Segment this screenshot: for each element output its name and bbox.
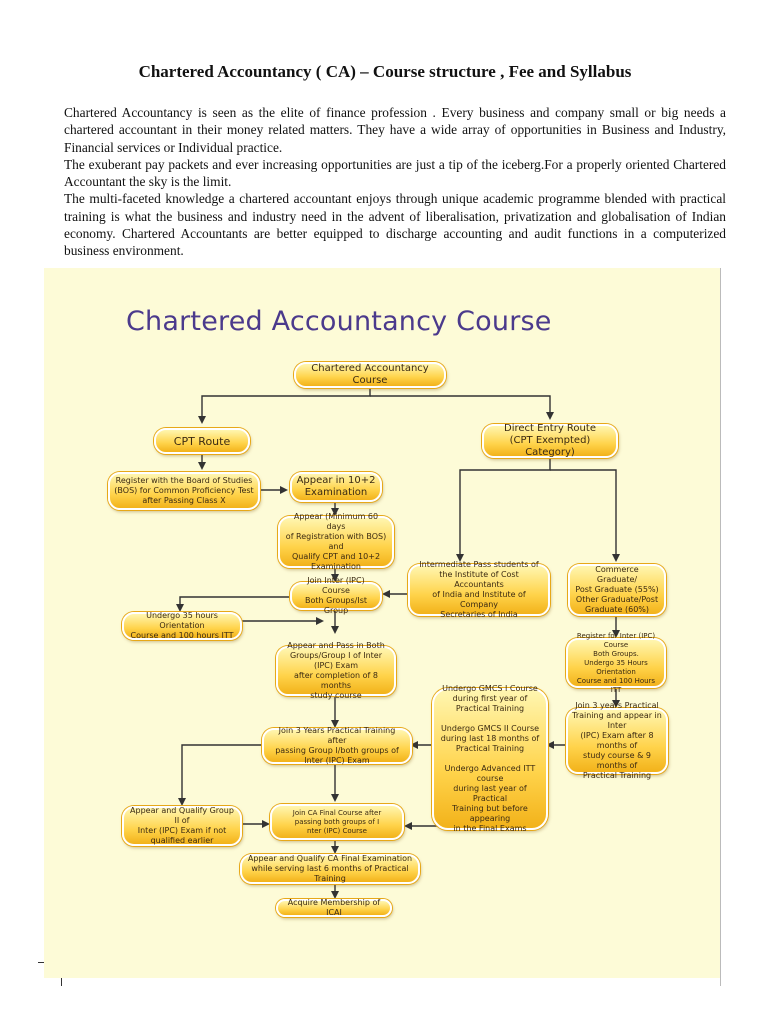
node-join-3yr-training	[262, 728, 412, 764]
node-join-inter-ipc-text: Join Inter (IPC) Course Both Groups/Ist Group	[304, 576, 367, 615]
node-appear-10-2-text: Appear in 10+2 Examination	[296, 475, 376, 498]
node-appear-pass-both-text: Appear and Pass in Both Groups/Group I of Inter (IPC) Exam after completion of 8 months study course	[287, 641, 385, 700]
node-appear-final	[240, 854, 420, 884]
node-appear-group-ii-text: Appear and Qualify Group II of Inter (IPC) Exam if not qualified earlier	[130, 806, 234, 845]
node-register-inter-ipc	[566, 631, 666, 694]
node-appear-min-60-text: Appear (Minimum 60 days of Registration with BOS) and Qualify CPT and 10+2 Examination	[285, 512, 387, 571]
node-join-inter-ipc	[290, 576, 382, 615]
node-join-3yr-appear	[566, 701, 668, 780]
node-intermediate-pass-text: Intermediate Pass students of the Institute of Cost Accountants of India and Institute of Company Secretaries of India	[419, 560, 539, 619]
node-gmcs	[432, 684, 548, 833]
node-root	[294, 362, 446, 388]
intro-paragraph-1: Chartered Accountancy is seen as the elite of finance profession . Every business and company small or big needs a chartered accountant in their money related matters. They have a wide array of opportunities in Business and Industry, Financial services or Individual practice.	[64, 105, 726, 155]
node-appear-group-ii	[122, 806, 242, 846]
flowchart-title: Chartered Accountancy Course	[126, 306, 552, 337]
document-title: Chartered Accountancy ( CA) – Course structure , Fee and Syllabus	[138, 62, 632, 81]
node-intermediate-pass	[408, 560, 550, 619]
node-cpt-route	[154, 428, 250, 454]
node-undergo-35-orientation-text: Undergo 35 hours Orientation Course and 100 hours ITT	[130, 611, 234, 640]
node-register-bos-text: Register with the Board of Studies (BOS) for Common Proficiency Test after Passing Class X	[114, 476, 254, 505]
node-root-text: Chartered Accountancy Course	[311, 363, 429, 386]
node-membership-text: Acquire Membership of ICAI	[287, 898, 381, 917]
node-register-bos	[108, 472, 260, 510]
node-appear-10-2	[290, 472, 382, 502]
node-commerce-graduate-text: Commerce Graduate/ Post Graduate (55%) Other Graduate/Post Graduate (60%)	[575, 565, 659, 614]
node-membership	[276, 899, 392, 917]
node-join-final	[270, 804, 404, 840]
intro-paragraph-3: The multi-faceted knowledge a chartered accountant enjoys through unique academic programme blended with practical training is what the business and industry need in the advent of liberalisation, privatization and globalisation of Indian economy. Chartered Accountants are better equipped to discharge accounting and audit functions in a computerized business environment.	[64, 191, 726, 259]
node-join-3yr-appear-text: Join 3 years Practical Training and appear in Inter (IPC) Exam after 8 months of study course & 9 months of Practical Training	[572, 701, 662, 780]
node-direct-entry	[482, 424, 618, 458]
node-undergo-35-orientation	[122, 612, 242, 640]
node-appear-final-text: Appear and Qualify CA Final Examination while serving last 6 months of Practical Training	[247, 854, 413, 883]
node-appear-pass-both	[276, 641, 396, 700]
node-join-3yr-training-text: Join 3 Years Practical Training after passing Group I/both groups of Inter (IPC) Exam	[275, 726, 399, 765]
node-register-inter-ipc-text: Register for Inter (IPC) Course Both Groups. Undergo 35 Hours Orientation Course and 100 Hours ITT	[576, 631, 656, 694]
node-appear-min-60	[278, 512, 394, 571]
node-direct-entry-text: Direct Entry Route (CPT Exempted) Category)	[504, 423, 596, 458]
node-commerce-graduate	[568, 564, 666, 616]
node-join-final-text: Join CA Final Course after passing both groups of I nter (IPC) Course	[292, 808, 382, 835]
node-gmcs-text: Undergo GMCS I Course during first year of Practical Training Undergo GMCS II Course during last 18 months of Practical Training Undergo Advanced ITT course during last year of Practical Training but before appearing in the Final Exams	[440, 684, 540, 833]
intro-paragraph-2: The exuberant pay packets and ever increasing opportunities are just a tip of the iceberg.For a properly oriented Chartered Accountant the sky is the limit.	[64, 156, 726, 190]
node-cpt-route-text: CPT Route	[173, 434, 231, 448]
